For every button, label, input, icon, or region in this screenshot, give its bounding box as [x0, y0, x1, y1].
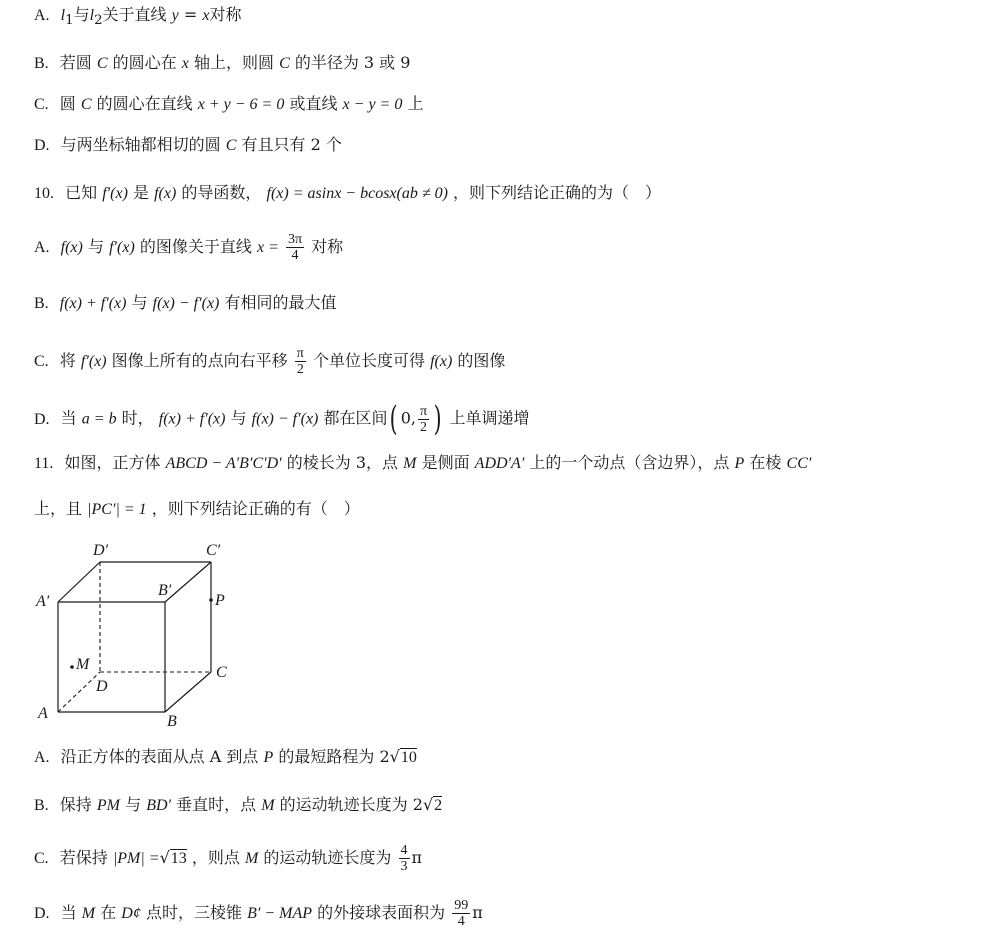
q10-option-c: C. 将 f′(x) 图像上所有的点向右平移 $\frac{\pi}{2}$ 个单位长度可得 f(x) 的图像	[34, 346, 506, 377]
point-P	[209, 598, 213, 602]
q11-option-c: C. 若保持 |PM| =√13 ，则点 M 的运动轨迹长度为 $\frac{4}{3}$ π	[34, 843, 423, 874]
label-A: A	[38, 705, 48, 722]
fraction-99-over-4: $\frac{99}{4}$	[454, 898, 469, 929]
label-C: C	[216, 664, 227, 681]
q10-option-d: D. 当 a = b 时， f(x) + f′(x) 与 f(x) − f′(x) 都在区间( 0, $\frac{\pi}{2}$ ) 上单调递增	[34, 399, 530, 439]
label-D-prime: D′	[93, 542, 109, 559]
q10-stem: 10. 已知 f′(x) 是 f(x) 的导函数， f(x) = asinx − bcosx(ab ≠ 0) ，则下列结论正确的为（ ）	[34, 183, 662, 202]
q11-option-a: A. 沿正方体的表面从点 A 到点 P 的最短路程为 2√10	[34, 747, 417, 766]
label-P: P	[215, 592, 225, 609]
label-D: D	[96, 678, 108, 695]
cube-figure	[30, 535, 290, 735]
q9-option-d: D. 与两坐标轴都相切的圆 C 有且只有 2 个	[34, 135, 342, 154]
q9-option-c: C. 圆 C 的圆心在直线 x + y − 6 = 0 或直线 x − y = 0 上	[34, 94, 424, 113]
fraction-pi-over-2: $\frac{\pi}{2}$	[420, 403, 428, 435]
q11-option-b: B. 保持 PM 与 BD′ 垂直时，点 M 的运动轨迹长度为 2√2	[34, 795, 443, 814]
label-B: B	[167, 713, 177, 730]
question-number: 11.	[34, 455, 54, 472]
q11-stem-line1: 11. 如图，正方体 ABCD − A′B′C′D′ 的棱长为 3，点 M 是侧面 ADD′A′ 上的一个动点（含边界），点 P 在棱 CC′	[34, 453, 812, 472]
q10-option-b: B. f(x) + f′(x) 与 f(x) − f′(x) 有相同的最大值	[34, 293, 337, 312]
option-label: A.	[34, 7, 50, 24]
hidden-edge-A-D	[58, 672, 100, 712]
label-A-prime: A′	[36, 593, 50, 610]
q11-option-d: D. 当 M 在 D¢ 点时，三棱锥 B′ − MAP 的外接球表面积为 $\frac{99}{4}$ π	[34, 898, 483, 929]
question-number: 10.	[34, 185, 54, 202]
label-M: M	[76, 656, 90, 673]
q11-stem-line2: 上，且 |PC′| = 1 ，则下列结论正确的有（ ）	[34, 499, 360, 518]
q9-option-a: A. $l_1$与$l_2$关于直线 y = x对称	[34, 5, 242, 29]
fraction-3pi-over-4: $\frac{3\pi}{4}$	[287, 232, 303, 263]
q9-option-b: B. 若圆 C 的圆心在 x 轴上，则圆 C 的半径为 3 或 9	[34, 53, 411, 72]
edge-Cp-Bp	[165, 562, 211, 602]
label-B-prime: B′	[158, 582, 172, 599]
fraction-pi-over-2: $\frac{\pi}{2}$	[296, 346, 304, 377]
fraction-4-over-3: $\frac{4}{3}$	[400, 843, 408, 874]
label-C-prime: C′	[206, 542, 221, 559]
right-paren: )	[433, 399, 442, 439]
edge-Ap-Dp	[58, 562, 100, 602]
q10-option-a: A. f(x) 与 f′(x) 的图像关于直线 x = $\frac{3\pi}{4}$ 对称	[34, 232, 344, 263]
point-M	[70, 665, 74, 669]
left-paren: (	[390, 399, 399, 439]
edge-C-B	[165, 672, 211, 712]
